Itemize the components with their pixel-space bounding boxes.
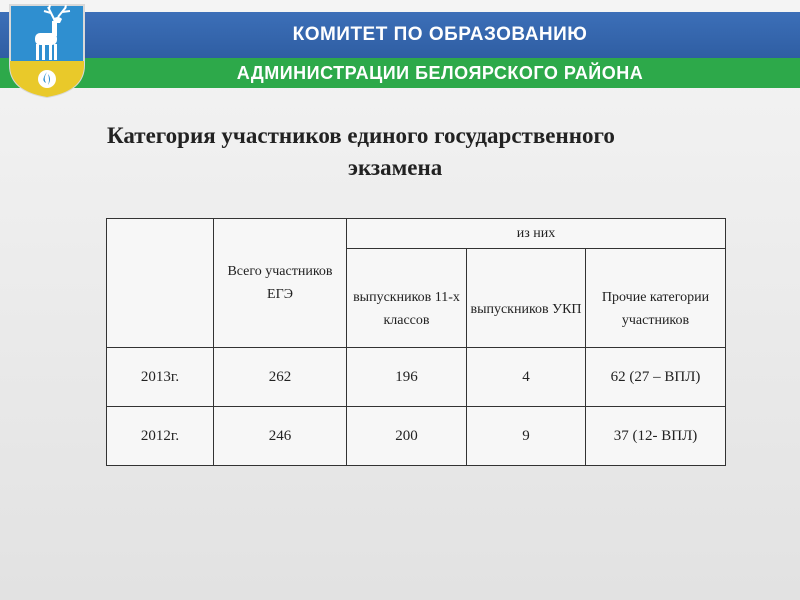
header-ukp-text: выпускников УКП	[470, 301, 582, 317]
header-grads11-text: выпускников 11-х классов	[353, 290, 460, 328]
deer-coat-of-arms-icon	[8, 3, 86, 99]
table-header-row	[107, 219, 726, 249]
header-ukp	[467, 249, 586, 348]
table-row	[107, 348, 726, 407]
empty-corner-cell	[107, 219, 214, 348]
ukp-cell: 4	[467, 348, 586, 407]
header-line-2: АДМИНИСТРАЦИИ БЕЛОЯРСКОГО РАЙОНА	[236, 63, 644, 83]
other-cell: 37 (12- ВПЛ)	[586, 407, 726, 466]
ukp-cell: 9	[467, 407, 586, 466]
total-cell: 262	[214, 348, 347, 407]
title-line-2: экзамена	[348, 155, 443, 180]
year-cell: 2013г.	[107, 348, 214, 407]
header-line-1: КОМИТЕТ ПО ОБРАЗОВАНИЮ	[292, 24, 588, 45]
participants-table	[106, 218, 726, 466]
title-line-1: Категория участников единого государственного	[107, 123, 615, 148]
other-cell: 62 (27 – ВПЛ)	[586, 348, 726, 407]
year-cell: 2012г.	[107, 407, 214, 466]
header-grads11	[347, 249, 467, 348]
grads11-cell: 200	[347, 407, 467, 466]
header-other	[586, 249, 726, 348]
total-cell: 246	[214, 407, 347, 466]
page-title	[90, 120, 710, 184]
header-total: Всего участников ЕГЭ	[214, 219, 347, 348]
grads11-cell: 196	[347, 348, 467, 407]
header-of-them: из них	[347, 219, 726, 249]
table-row	[107, 407, 726, 466]
header-other-text: Прочие категории участников	[601, 290, 710, 328]
